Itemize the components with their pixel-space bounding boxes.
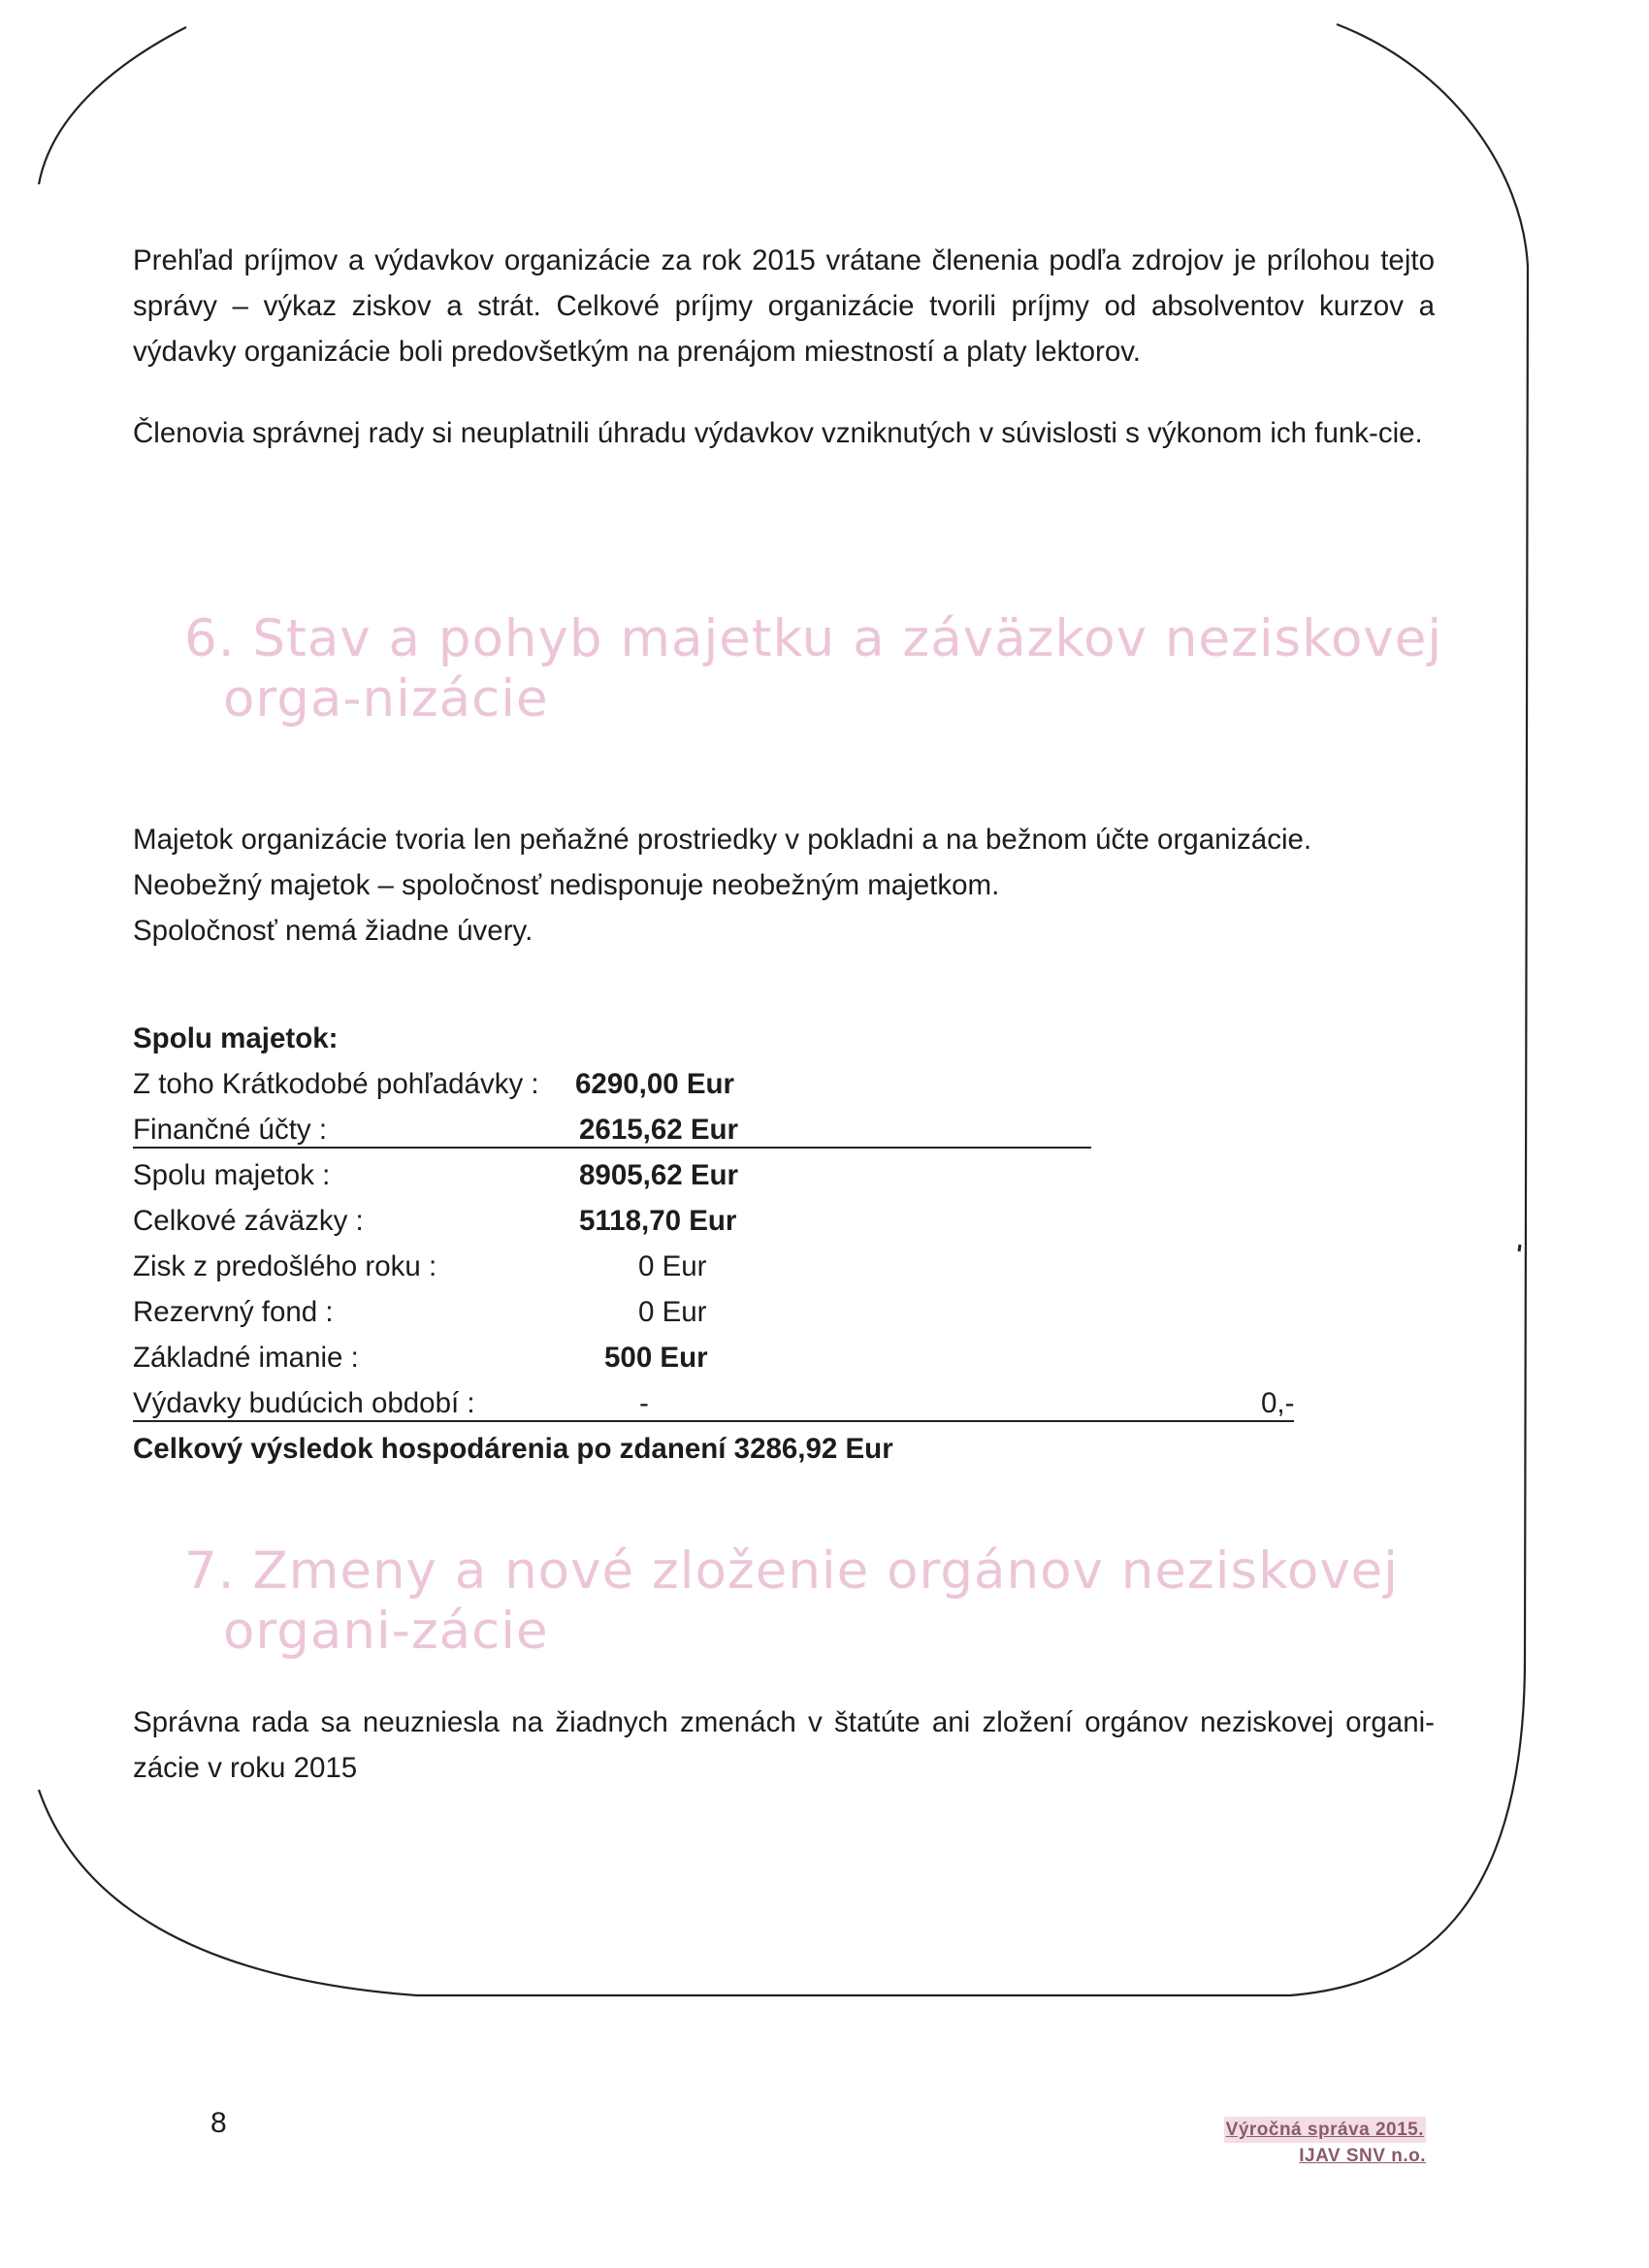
frame-bottom-left-arc bbox=[39, 1790, 417, 1995]
assets-line-3: Spoločnosť nemá žiadne úvery. bbox=[133, 915, 534, 947]
financial-row-value: 0 Eur bbox=[638, 1296, 707, 1328]
assets-line-1: Majetok organizácie tvoria len peňažné prostriedky v pokladni a na bežnom účte organizácie. bbox=[133, 824, 1312, 856]
financial-row-extra-value: 0,- bbox=[1261, 1387, 1295, 1419]
financial-row-reserve-fund bbox=[133, 1289, 1297, 1335]
financial-row-label: Spolu majetok : bbox=[133, 1159, 331, 1191]
changes-paragraph: Správna rada sa neuzniesla na žiadnych zmenách v štatúte ani zložení orgánov neziskovej organi-zácie v roku 2015 bbox=[133, 1706, 1435, 1784]
financial-row-label: Celkové záväzky : bbox=[133, 1205, 364, 1237]
scan-edge-mark bbox=[1519, 1245, 1520, 1251]
financial-row-liabilities bbox=[133, 1198, 1297, 1244]
assets-paragraph bbox=[133, 817, 1435, 954]
financial-row-label: Základné imanie : bbox=[133, 1342, 359, 1374]
underline-rule bbox=[133, 1147, 1091, 1149]
assets-line-2: Neobežný majetok – spoločnosť nedisponuje neobežným majetkom. bbox=[133, 869, 1000, 901]
financial-row-accounts bbox=[133, 1107, 1297, 1152]
financial-result: Celkový výsledok hospodárenia po zdanení 3286,92 Eur bbox=[133, 1433, 893, 1465]
financial-row-label: Zisk z predošlého roku : bbox=[133, 1250, 437, 1282]
report-footer bbox=[1224, 2117, 1426, 2169]
frame-top-left-arc bbox=[39, 27, 186, 184]
underline-rule bbox=[133, 1420, 1294, 1422]
financial-row-value: 500 Eur bbox=[604, 1342, 708, 1374]
financial-row-total-assets bbox=[133, 1152, 1297, 1198]
report-title: Výročná správa 2015. bbox=[1224, 2117, 1426, 2143]
financial-row-label: Z toho Krátkodobé pohľadávky : bbox=[133, 1068, 539, 1100]
financial-summary bbox=[133, 1016, 1297, 1472]
income-overview-paragraph: Prehľad príjmov a výdavkov organizácie za rok 2015 vrátane členenia podľa zdrojov je prílohou tejto správy – výkaz ziskov a strát. Celkové príjmy organizácie tvorili príjmy od absolventov kurzov a výdavky organizácie boli predovšetkým na prenájom miestností a platy lektorov. bbox=[133, 244, 1435, 368]
financial-row-label: Výdavky budúcich období : bbox=[133, 1387, 475, 1419]
section-6-heading: 6. Stav a pohyb majetku a záväzkov neziskovej orga-nizácie bbox=[184, 609, 1443, 729]
financial-row-future-expenses bbox=[133, 1380, 1297, 1426]
financial-row-capital bbox=[133, 1335, 1297, 1380]
financial-row-value: 6290,00 Eur bbox=[575, 1068, 735, 1100]
financial-row-receivables bbox=[133, 1061, 1297, 1107]
organization-name: IJAV SNV n.o. bbox=[1299, 2146, 1426, 2166]
financial-row-prior-profit bbox=[133, 1244, 1297, 1289]
section-7-heading: 7. Zmeny a nové zloženie orgánov neziskovej organi-zácie bbox=[184, 1541, 1400, 1661]
financial-row-value: 0 Eur bbox=[638, 1250, 707, 1282]
financial-row-value: - bbox=[639, 1387, 649, 1419]
page-number: 8 bbox=[210, 2107, 227, 2139]
financial-row-label: Rezervný fond : bbox=[133, 1296, 334, 1328]
financial-row-value: 8905,62 Eur bbox=[579, 1159, 739, 1191]
financial-row-label: Finančné účty : bbox=[133, 1114, 328, 1146]
financial-summary-title: Spolu majetok: bbox=[133, 1022, 339, 1054]
financial-row-value: 5118,70 Eur bbox=[579, 1205, 737, 1237]
financial-row-value: 2615,62 Eur bbox=[579, 1114, 739, 1146]
board-members-paragraph: Členovia správnej rady si neuplatnili úhradu výdavkov vzniknutých v súvislosti s výkonom ich funk-cie. bbox=[133, 417, 1423, 449]
